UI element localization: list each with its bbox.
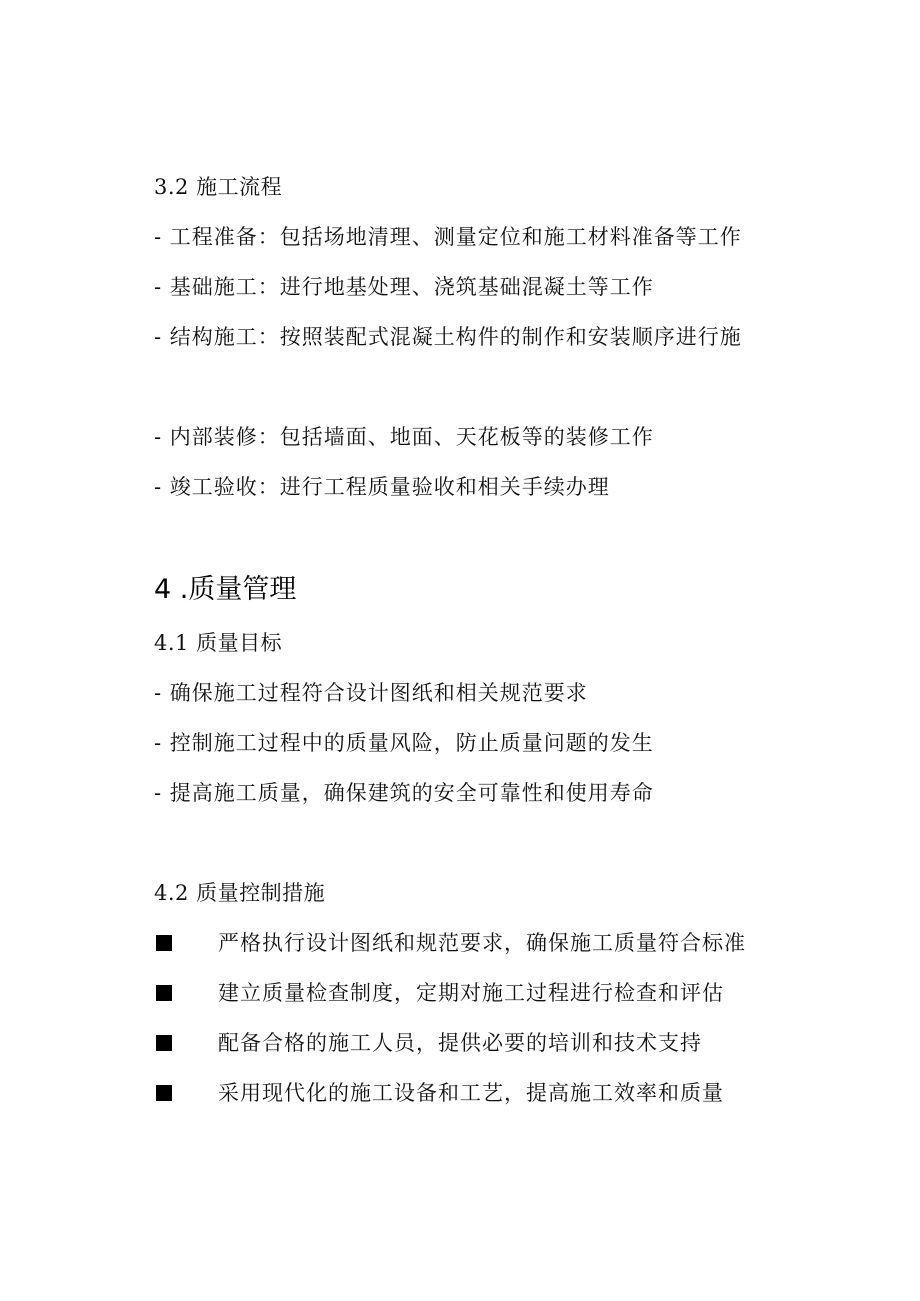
bullet-text: 采用现代化的施工设备和工艺，提高施工效率和质量 xyxy=(218,1081,724,1105)
list-item: - 结构施工：按照装配式混凝土构件的制作和安装顺序进行施 xyxy=(154,325,742,349)
bullet-text: 配备合格的施工人员，提供必要的培训和技术支持 xyxy=(218,1031,702,1055)
section-3-2-title: 3.2 施工流程 xyxy=(154,175,283,199)
list-item: - 基础施工：进行地基处理、浇筑基础混凝土等工作 xyxy=(154,275,654,299)
section-4-heading: 4 .质量管理 xyxy=(154,574,297,605)
square-bullet-icon xyxy=(156,1035,172,1051)
list-item: - 竣工验收：进行工程质量验收和相关手续办理 xyxy=(154,475,610,499)
square-bullet-icon xyxy=(156,985,172,1001)
list-item: - 确保施工过程符合设计图纸和相关规范要求 xyxy=(154,681,588,705)
bullet-text: 建立质量检查制度，定期对施工过程进行检查和评估 xyxy=(218,981,724,1005)
list-item: - 内部装修：包括墙面、地面、天花板等的装修工作 xyxy=(154,425,654,449)
list-item: - 工程准备：包括场地清理、测量定位和施工材料准备等工作 xyxy=(154,225,742,249)
square-bullet-icon xyxy=(156,935,172,951)
list-item: - 控制施工过程中的质量风险，防止质量问题的发生 xyxy=(154,731,654,755)
bullet-text: 严格执行设计图纸和规范要求，确保施工质量符合标准 xyxy=(218,931,746,955)
square-bullet-icon xyxy=(156,1085,172,1101)
section-4-2-title: 4.2 质量控制措施 xyxy=(154,881,326,905)
list-item: - 提高施工质量，确保建筑的安全可靠性和使用寿命 xyxy=(154,781,654,805)
section-4-1-title: 4.1 质量目标 xyxy=(154,631,283,655)
